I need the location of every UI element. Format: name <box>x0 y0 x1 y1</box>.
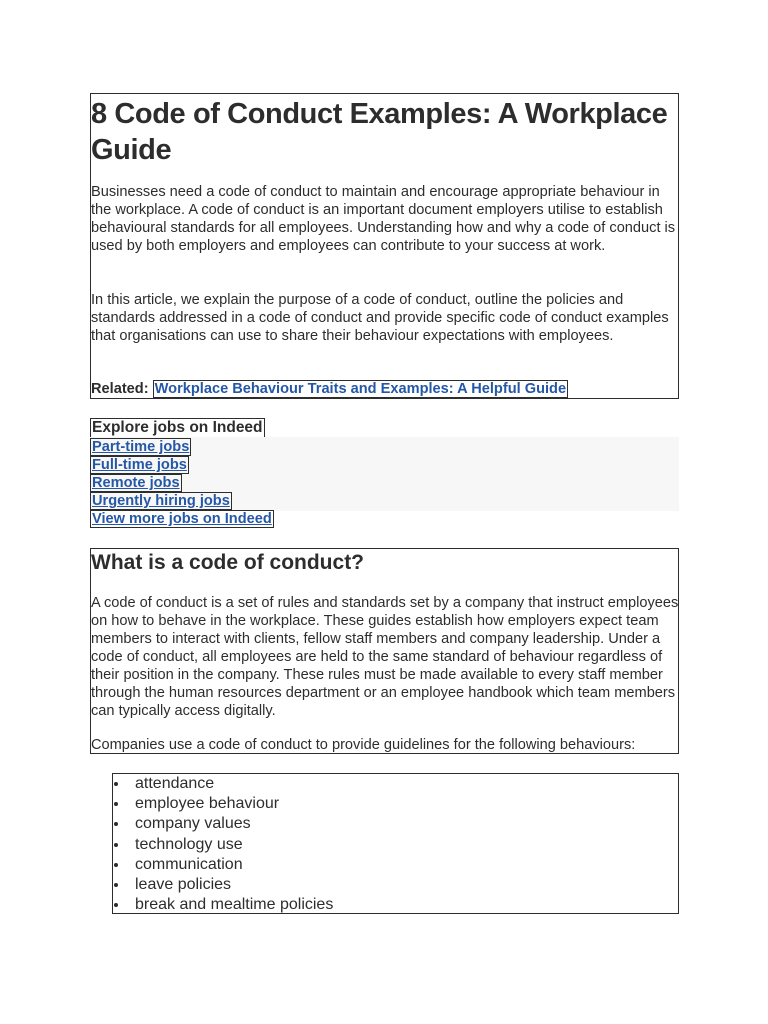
list-item: employee behaviour <box>113 794 333 814</box>
bullet-icon <box>114 802 118 806</box>
bullet-icon <box>114 822 118 826</box>
bullet-icon <box>114 883 118 887</box>
behaviours-list <box>113 774 333 915</box>
list-item: technology use <box>113 835 333 855</box>
list-item: company values <box>113 814 333 834</box>
list-item: attendance <box>113 774 333 794</box>
section-heading: What is a code of conduct? <box>91 551 365 574</box>
bullet-icon <box>114 903 118 907</box>
list-item: communication <box>113 855 333 875</box>
list-item: leave policies <box>113 875 333 895</box>
list-item: break and mealtime policies <box>113 895 333 915</box>
part-time-jobs-link[interactable]: Part-time jobs <box>92 439 190 455</box>
intro-paragraph-2: In this article, we explain the purpose of a code of conduct, outline the policies and standards addressed in a code of conduct and provide specific code of conduct examples that organisations can use to share their behaviour expectations with employees. <box>91 292 669 344</box>
guidelines-paragraph: Companies use a code of conduct to provide guidelines for the following behaviours: <box>91 737 636 753</box>
view-more-jobs-link[interactable]: View more jobs on Indeed <box>92 511 272 527</box>
explore-jobs-title: Explore jobs on Indeed <box>92 419 263 436</box>
article-intro <box>90 93 679 399</box>
bullet-icon <box>114 843 118 847</box>
bullet-icon <box>114 782 118 786</box>
what-is-section <box>90 548 679 754</box>
urgently-hiring-jobs-link[interactable]: Urgently hiring jobs <box>92 493 230 509</box>
related-line <box>91 380 568 398</box>
intro-paragraph-1: Businesses need a code of conduct to maintain and encourage appropriate behaviour in the workplace. A code of conduct is an important document employers utilise to establish behavioural standards for all employees. Understanding how and why a code of conduct is used by both employers and employees can contribute to your success at work. <box>91 184 676 254</box>
related-article-link[interactable]: Workplace Behaviour Traits and Examples: A Helpful Guide <box>154 381 567 397</box>
bullet-icon <box>114 863 118 867</box>
definition-paragraph: A code of conduct is a set of rules and standards set by a company that instruct employees on how to behave in the workplace. These guides establish how employers expect team members to interact with clients, fellow staff members and company leadership. Under a code of conduct, all employees are held to the same standard of behaviour regardless of their position in the company. These rules must be made available to every staff member through the human resources department or an employee handbook which team members can typically access digitally. <box>91 595 679 719</box>
behaviours-list-box <box>112 773 679 914</box>
remote-jobs-link[interactable]: Remote jobs <box>92 475 180 491</box>
article-title: 8 Code of Conduct Examples: A Workplace Guide <box>91 98 668 166</box>
related-label: Related: <box>91 381 149 397</box>
full-time-jobs-link[interactable]: Full-time jobs <box>92 457 187 473</box>
